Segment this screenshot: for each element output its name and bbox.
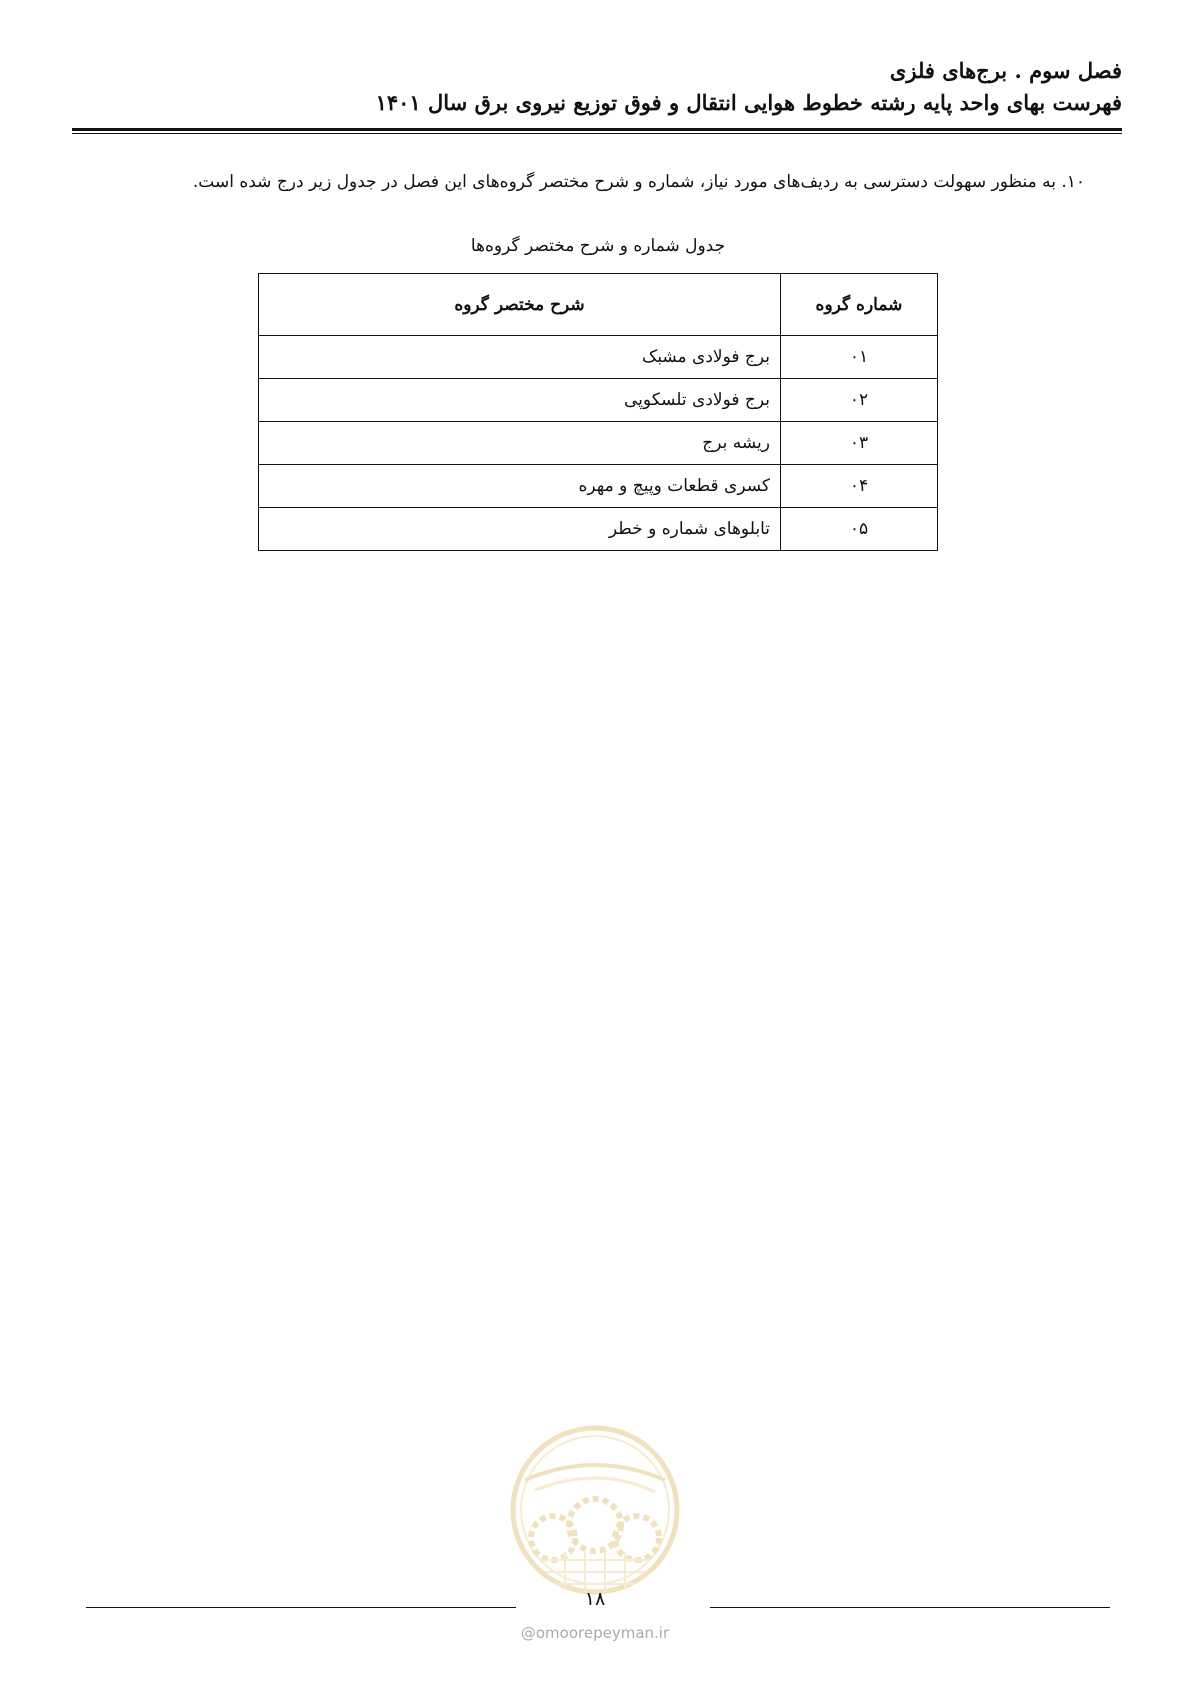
footer-divider-left xyxy=(86,1607,516,1608)
group-description: کسری قطعات وپیچ و مهره xyxy=(259,465,781,508)
chapter-title: فصل سوم . برج‌های فلزی xyxy=(889,58,1122,83)
header-divider xyxy=(72,128,1122,134)
intro-paragraph: ۱۰. به منظور سهولت دسترسی به ردیف‌های مورد نیاز، شماره و شرح مختصر گروه‌های این فصل در جدول زیر درج شده است. xyxy=(192,172,1085,192)
group-description: تابلوهای شماره و خطر xyxy=(259,508,781,551)
table-row xyxy=(259,508,938,551)
footer-divider-right xyxy=(710,1607,1110,1608)
group-description: برج فولادی مشبک xyxy=(259,336,781,379)
header-group-number: شماره گروه xyxy=(781,274,938,336)
group-description: ریشه برج xyxy=(259,422,781,465)
document-title: فهرست بهای واحد پایه رشته خطوط هوایی انتقال و فوق توزیع نیروی برق سال ۱۴۰۱ xyxy=(375,90,1122,115)
table-row xyxy=(259,336,938,379)
page-number: ۱۸ xyxy=(584,1588,606,1610)
table-header-row xyxy=(259,274,938,336)
group-number: ۰۴ xyxy=(781,465,938,508)
group-number: ۰۱ xyxy=(781,336,938,379)
group-number: ۰۳ xyxy=(781,422,938,465)
header-group-description: شرح مختصر گروه xyxy=(259,274,781,336)
table-caption: جدول شماره و شرح مختصر گروه‌ها xyxy=(470,236,726,256)
group-table xyxy=(258,273,938,551)
group-number: ۰۲ xyxy=(781,379,938,422)
page-header xyxy=(72,56,1122,120)
watermark-logo-icon xyxy=(505,1420,685,1610)
site-credit: @omoorepeyman.ir xyxy=(520,1624,670,1642)
group-description: برج فولادی تلسکوپی xyxy=(259,379,781,422)
table-row xyxy=(259,465,938,508)
group-number: ۰۵ xyxy=(781,508,938,551)
table-row xyxy=(259,379,938,422)
table-row xyxy=(259,422,938,465)
